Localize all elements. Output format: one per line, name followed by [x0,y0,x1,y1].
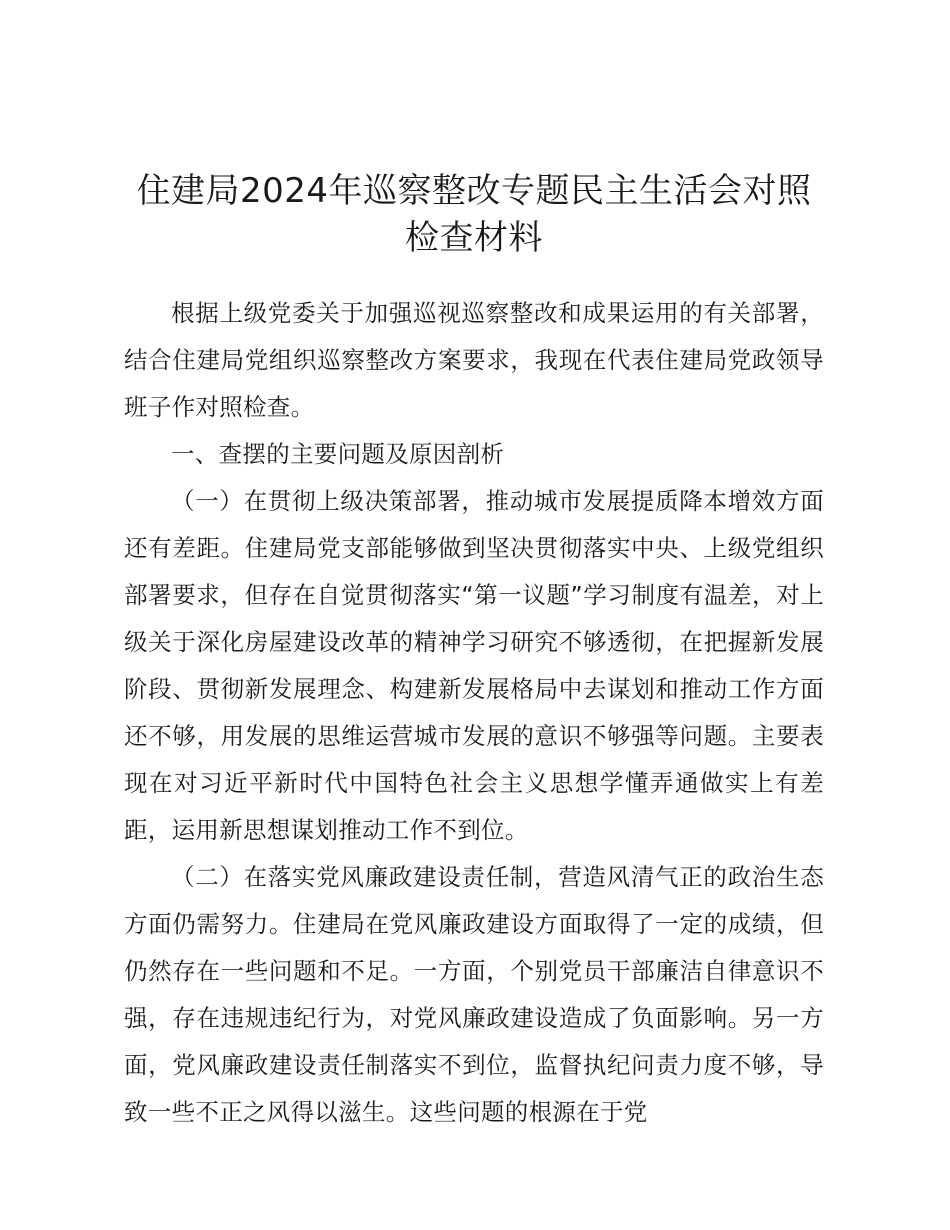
paragraph-issue-2: （二）在落实党风廉政建设责任制，营造风清气正的政治生态方面仍需努力。住建局在党风廉政建设方面取得了一定的成绩，但仍然存在一些问题和不足。一方面，个别党员干部廉洁自律意识不强，存在违规违纪行为，对党风廉政建设造成了负面影响。另一方面，党风廉政建设责任制落实不到位，监督执纪问责力度不够，导致一些不正之风得以滋生。这些问题的根源在于党 [124,863,824,1126]
paragraph-intro: 根据上级党委关于加强巡视巡察整改和成果运用的有关部署，结合住建局党组织巡察整改方案要求，我现在代表住建局党政领导班子作对照检查。 [124,299,824,421]
section-heading-1: 一、查摆的主要问题及原因剖析 [171,440,505,468]
document-page [124,168,824,1136]
document-title: 住建局2024年巡察整改专题民主生活会对照检查材料 [136,171,812,258]
paragraph-issue-1: （一）在贯彻上级决策部署，推动城市发展提质降本增效方面还有差距。住建局党支部能够做到坚决贯彻落实中央、上级党组织部署要求，但存在自觉贯彻落实“第一议题”学习制度有温差，对上级关于深化房屋建设改革的精神学习研究不够透彻，在把握新发展阶段、贯彻新发展理念、构建新发展格局中去谋划和推动工作方面还不够，用发展的思维运营城市发展的意识不够强等问题。主要表现在对习近平新时代中国特色社会主义思想学懂弄通做实上有差距，运用新思想谋划推动工作不到位。 [124,487,824,844]
